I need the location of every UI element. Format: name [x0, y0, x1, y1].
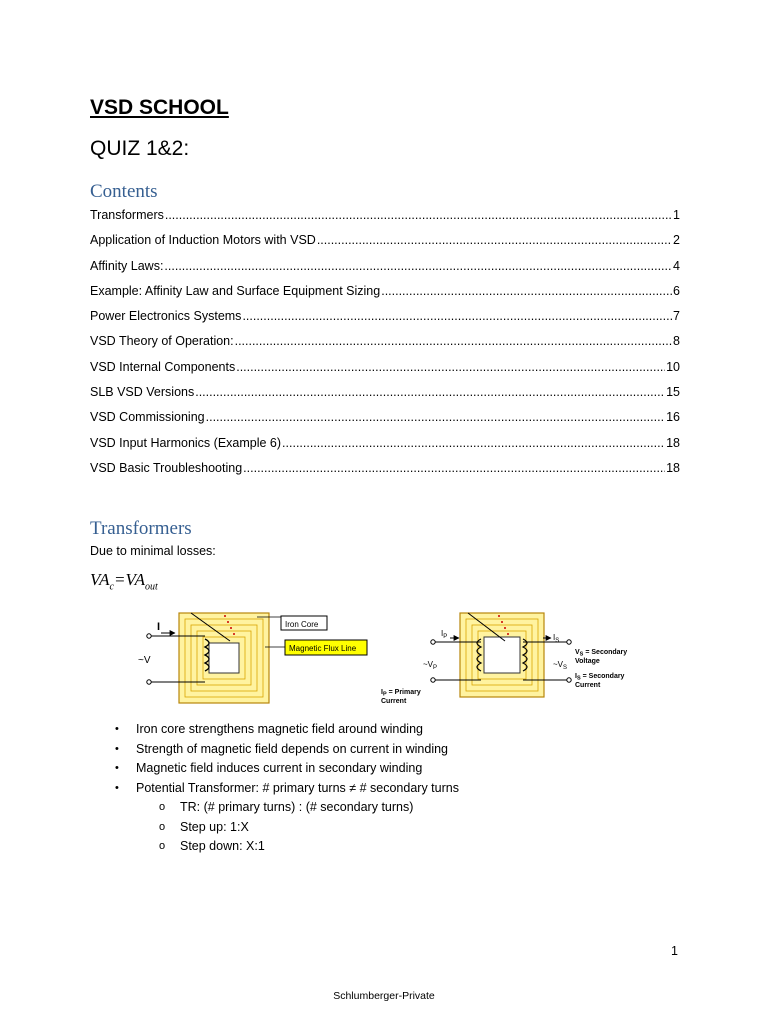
bullet-symbol: • — [115, 781, 119, 794]
bullet-symbol: • — [115, 762, 119, 774]
toc-list — [90, 205, 680, 483]
toc-entry-page: 1 — [673, 208, 680, 222]
svg-text:Current: Current — [381, 698, 407, 705]
toc-entry-page: 7 — [673, 309, 680, 324]
iron-core-label: Iron Core — [285, 620, 319, 629]
iron-core-left — [179, 613, 269, 703]
sub-bullet-text: TR: (# primary turns) : (# secondary turns) — [180, 800, 414, 814]
bullet-item — [112, 740, 459, 760]
toc-entry-title: Affinity Laws: — [90, 258, 164, 273]
formula-rhs-sub: out — [144, 581, 158, 593]
toc-leader-dots — [235, 331, 672, 351]
bullet-item — [112, 720, 459, 740]
toc-entry-page: 2 — [673, 233, 680, 248]
formula-eq: = — [113, 570, 126, 589]
bullet-item — [112, 779, 459, 799]
toc-entry[interactable] — [90, 205, 680, 230]
toc-entry[interactable] — [90, 382, 680, 407]
svg-text:IS= Secondary: $I_S$ = Secondary — [575, 673, 625, 682]
toc-entry[interactable] — [90, 230, 680, 255]
sub-bullet-symbol: o — [159, 820, 166, 833]
toc-leader-dots — [165, 205, 672, 225]
bullet-text: Iron core strengthens magnetic field around winding — [136, 722, 423, 736]
sub-bullet-symbol: o — [159, 840, 166, 852]
document-subtitle: QUIZ 1&2: — [90, 137, 190, 160]
document-title: VSD SCHOOL — [90, 96, 229, 119]
formula — [90, 570, 158, 592]
toc-leader-dots — [164, 256, 672, 276]
svg-text:Voltage: Voltage — [575, 658, 600, 665]
svg-text:Current: Current — [575, 682, 601, 689]
toc-entry[interactable] — [90, 256, 680, 281]
sub-bullet-text: Step up: 1:X — [180, 819, 249, 834]
toc-entry-title: Power Electronics Systems — [90, 309, 242, 324]
formula-rhs: VA — [125, 570, 145, 589]
footer: Schlumberger-Private — [333, 990, 435, 1002]
toc-entry-title: VSD Theory of Operation: — [90, 334, 234, 349]
bullet-text: Potential Transformer: # primary turns ≠ # secondary turns — [136, 780, 459, 795]
toc-entry-page: 15 — [666, 385, 680, 400]
toc-entry-title: Example: Affinity Law and Surface Equipment Sizing — [90, 283, 381, 298]
toc-entry[interactable] — [90, 357, 680, 382]
bullet-symbol: • — [115, 723, 119, 735]
toc-leader-dots — [317, 230, 672, 250]
vp-label: $\sim V_P$ — [423, 660, 438, 671]
toc-entry-title: SLB VSD Versions — [90, 385, 195, 400]
toc-entry-title: Transformers — [90, 208, 164, 222]
toc-entry[interactable] — [90, 331, 680, 356]
toc-leader-dots — [242, 306, 672, 326]
toc-entry-page: 16 — [666, 410, 680, 425]
page-number: 1 — [671, 944, 678, 958]
toc-leader-dots — [206, 407, 665, 427]
toc-entry-title: VSD Internal Components — [90, 359, 236, 374]
transformer-diagram — [135, 605, 645, 715]
toc-entry-title: VSD Commissioning — [90, 410, 205, 425]
svg-text:IP= Primary: $I_P$ = Primary — [381, 689, 421, 698]
legend-is — [575, 673, 625, 689]
voltage-label-left: ~V — [138, 655, 151, 666]
iron-core-right — [460, 613, 544, 697]
bullet-symbol: • — [115, 742, 119, 755]
toc-leader-dots — [381, 281, 672, 301]
bullet-text: Strength of magnetic field depends on current in winding — [136, 741, 448, 756]
legend-ip — [381, 689, 421, 705]
toc-leader-dots — [195, 382, 665, 402]
toc-entry[interactable] — [90, 306, 680, 331]
svg-text:VS= Secondary: $V_S$ = Secondary — [575, 649, 628, 658]
sub-bullet-item — [112, 818, 459, 838]
section-intro: Due to minimal losses: — [90, 544, 216, 558]
formula-lhs-sub: c — [109, 581, 114, 593]
sub-bullet-text: Step down: X:1 — [180, 839, 265, 853]
current-label-left: I — [157, 621, 161, 633]
toc-entry-page: 10 — [666, 359, 680, 374]
toc-leader-dots — [236, 357, 665, 377]
toc-entry-page: 18 — [666, 460, 680, 475]
bullet-item — [112, 759, 459, 779]
toc-entry[interactable] — [90, 281, 680, 306]
sub-bullet-item — [112, 837, 459, 857]
vs-label: $\sim V_S$ — [553, 660, 568, 671]
toc-entry-title: VSD Input Harmonics (Example 6) — [90, 435, 282, 450]
section-heading: Transformers — [90, 518, 192, 539]
ip-label: $I_P$ — [441, 629, 448, 640]
is-label: $I_S$ — [553, 633, 560, 644]
toc-entry-page: 8 — [673, 334, 680, 349]
toc-entry-page: 18 — [666, 435, 680, 450]
flux-line-label: Magnetic Flux Line — [289, 644, 357, 653]
toc-entry[interactable] — [90, 407, 680, 432]
toc-entry-title: Application of Induction Motors with VSD — [90, 233, 316, 248]
sub-bullet-symbol: o — [159, 801, 166, 813]
sub-bullet-item — [112, 798, 459, 818]
legend-vs — [575, 649, 627, 665]
toc-entry-page: 4 — [673, 258, 680, 273]
toc-entry-title: VSD Basic Troubleshooting — [90, 460, 243, 475]
toc-heading: Contents — [90, 181, 158, 202]
toc-leader-dots — [282, 433, 665, 453]
flux-line-callout — [265, 640, 367, 655]
toc-entry[interactable] — [90, 458, 680, 483]
toc-leader-dots — [243, 458, 665, 478]
formula-lhs: VA — [90, 570, 110, 589]
bullet-list — [112, 720, 459, 857]
toc-entry[interactable] — [90, 433, 680, 458]
toc-entry-page: 6 — [673, 283, 680, 298]
bullet-text: Magnetic field induces current in secondary winding — [136, 761, 423, 775]
